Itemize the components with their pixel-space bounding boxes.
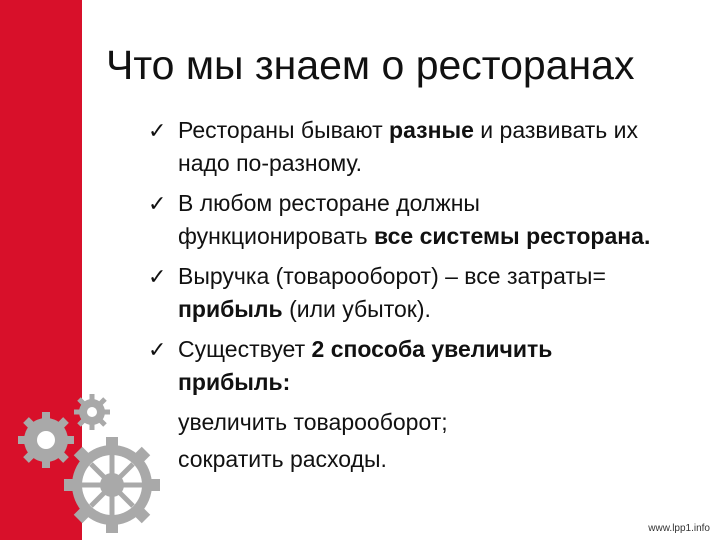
check-icon: ✓	[148, 264, 167, 289]
list-item: ✓ Существует 2 способа увеличить прибыль:	[148, 333, 668, 399]
list-item: ✓ Выручка (товарооборот) – все затраты= прибыль (или убыток).	[148, 260, 668, 326]
footer-watermark: www.lpp1.info	[648, 523, 710, 534]
gears-decoration	[0, 390, 160, 540]
check-icon: ✓	[148, 337, 167, 362]
list-item: увеличить товарооборот;	[178, 409, 448, 435]
list-item: ✓ Рестораны бывают разные и развивать их надо по-разному.	[148, 114, 668, 180]
list-item: ✓ В любом ресторане должны функционировать все системы ресторана.	[148, 187, 668, 253]
check-icon: ✓	[148, 191, 167, 216]
list-item: сократить расходы.	[178, 446, 387, 472]
gear-icon	[18, 394, 160, 533]
check-icon: ✓	[148, 118, 167, 143]
slide-title: Что мы знаем о ресторанах	[106, 42, 635, 88]
bullet-list	[148, 114, 668, 480]
